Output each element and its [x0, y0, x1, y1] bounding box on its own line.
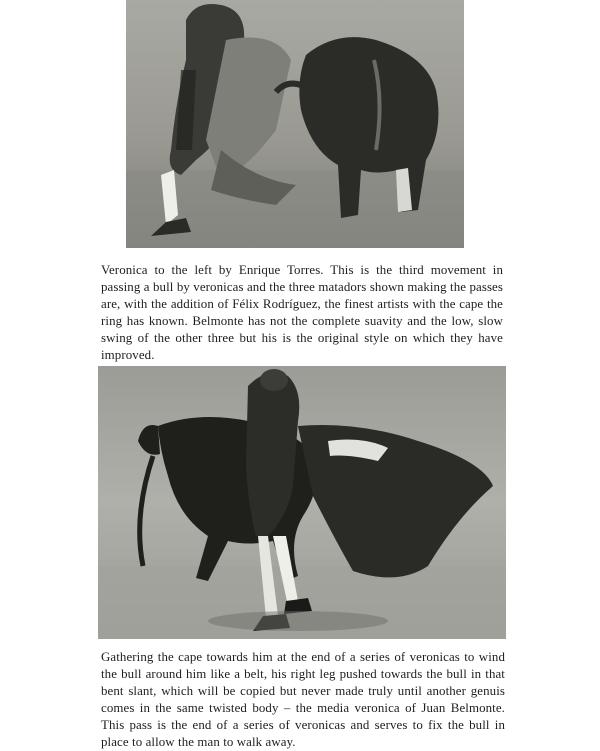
photo-media-veronica-image	[98, 366, 506, 639]
caption-media-veronica: Gathering the cape towards him at the end of a series of veronicas to wind the bull around him like a belt, his right leg pushed towards the bull in that bent slant, which will be copied but never made truly until another genuis comes in the same twisted body – the media veronica of Juan Belmonte. This pass is the end of a series of veronicas and serves to fix the bull in place to allow the man to walk away.	[101, 650, 505, 749]
photo-veronica-left-image	[126, 0, 464, 248]
photo-media-veronica	[98, 366, 506, 639]
photo-veronica-left	[126, 0, 464, 248]
caption-veronica-left: Veronica to the left by Enrique Torres. This is the third movement in passing a bull by veronicas and the three matadors shown making the passes are, with the addition of Félix Rodríguez, the finest artists with the cape the ring has known. Belmonte has not the complete suavity and the low, slow swing of the other three but his is the original style on which they have improved.	[101, 263, 503, 362]
